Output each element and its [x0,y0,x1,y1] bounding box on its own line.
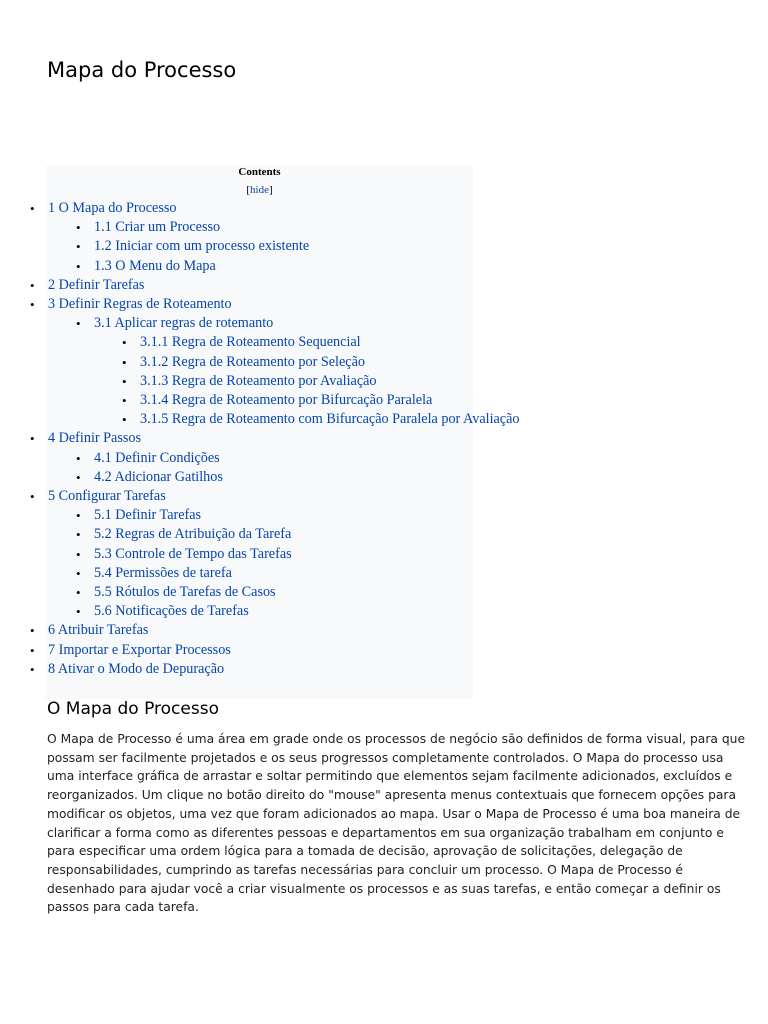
toc-item[interactable] [0,295,520,314]
toc-item-label[interactable]: 3.1.4 Regra de Roteamento por Bifurcação Paralela [140,392,433,409]
toc-item-label[interactable]: 1.2 Iniciar com um processo existente [94,238,310,255]
toc-item-label[interactable]: 3.1 Aplicar regras de rotemanto [94,315,274,332]
toc-item-label[interactable]: 4.2 Adicionar Gatilhos [94,468,223,485]
toc-item[interactable] [0,276,520,295]
toc-item[interactable] [0,333,520,352]
toc-item[interactable] [0,353,520,372]
toc-item[interactable] [0,583,520,602]
toc-item-label[interactable]: 5.6 Notificações de Tarefas [94,603,249,620]
toc-item[interactable] [0,449,520,468]
toc-item[interactable] [0,564,520,583]
toc-item-label[interactable]: 3.1.5 Regra de Roteamento com Bifurcação Paralela por Avaliação [140,411,520,428]
toc-item-label[interactable]: 1.3 O Menu do Mapa [94,257,216,274]
toc-item[interactable] [0,525,520,544]
toc-item[interactable] [0,602,520,621]
toc-item-label[interactable]: 5.2 Regras de Atribuição da Tarefa [94,526,292,543]
toc-item[interactable] [0,372,520,391]
toc-item[interactable] [0,660,520,679]
toc-item[interactable] [0,506,520,525]
page-title: Mapa do Processo [47,58,237,82]
toc-title: Contents [238,166,281,178]
toc-hide-toggle [46,184,473,196]
toc-hide-link[interactable]: hide [250,184,269,196]
toc-hide-bracket-open: [ [246,184,251,196]
toc-item-label[interactable]: 3 Definir Regras de Roteamento [48,296,232,313]
section-body: O Mapa de Processo é uma área em grade onde os processos de negócio são definidos de forma visual, para que possam ser facilmente projetados e os seus progressos completamente controlados. O Mapa do processo usa uma interface gráfica de arrastar e soltar permitindo que elementos sejam facilmente adicionados, excluídos e reorganizados. Um clique no botão direito do "mouse" apresenta menus contextuais que fornecem opções para modificar os objetos, uma vez que foram adicionados ao mapa. Usar o Mapa de Processo é uma boa maneira de clarificar a forma como as diferentes pessoas e departamentos em sua organização trabalham em conjunto e para especificar uma ordem lógica para a tomada de decisão, aprovação de solicitações, delegação de responsabilidades, cumprindo as tarefas necessárias para concluir um processo. O Mapa de Processo é desenhado para ajudar você a criar visualmente os processos e as suas tarefas, e então começar a definir os passos para cada tarefa. [47,732,746,915]
toc-item[interactable] [0,314,520,333]
toc-item-label[interactable]: 1.1 Criar um Processo [94,219,221,236]
toc-item-label[interactable]: 8 Ativar o Modo de Depuração [48,660,225,677]
toc-item-label[interactable]: 3.1.1 Regra de Roteamento Sequencial [140,334,361,351]
toc-item-label[interactable]: 4 Definir Passos [48,430,142,447]
toc-item[interactable] [0,257,520,276]
toc-item[interactable] [0,218,520,237]
toc-item-label[interactable]: 3.1.2 Regra de Roteamento por Seleção [140,353,365,370]
toc-item-label[interactable]: 1 O Mapa do Processo [48,200,177,216]
toc-item-label[interactable]: 5.4 Permissões de tarefa [94,564,232,581]
toc-item[interactable] [0,237,520,256]
toc-item-label[interactable]: 5.5 Rótulos de Tarefas de Casos [94,584,276,601]
toc-item-label[interactable]: 5 Configurar Tarefas [48,488,166,505]
toc-item-label[interactable]: 3.1.3 Regra de Roteamento por Avaliação [140,372,377,389]
toc-item[interactable] [0,487,520,506]
toc-item[interactable] [0,621,520,640]
toc-item[interactable] [0,545,520,564]
toc-list [0,199,520,679]
toc-item-label[interactable]: 7 Importar e Exportar Processos [48,641,231,658]
section-heading: O Mapa do Processo [47,699,219,719]
toc-item-label[interactable]: 5.1 Definir Tarefas [94,507,202,524]
toc-item-label[interactable]: 6 Atribuir Tarefas [48,622,149,639]
toc-hide-bracket-close: ] [268,184,273,196]
toc-item-label[interactable]: 2 Definir Tarefas [48,276,145,293]
toc-item[interactable] [0,199,520,218]
toc-item[interactable] [0,641,520,660]
toc-item-label[interactable]: 5.3 Controle de Tempo das Tarefas [94,545,292,562]
toc-item[interactable] [0,391,520,410]
toc-item-label[interactable]: 4.1 Definir Condições [94,449,220,466]
toc-item[interactable] [0,468,520,487]
toc-item[interactable] [0,410,520,429]
toc-item[interactable] [0,429,520,448]
